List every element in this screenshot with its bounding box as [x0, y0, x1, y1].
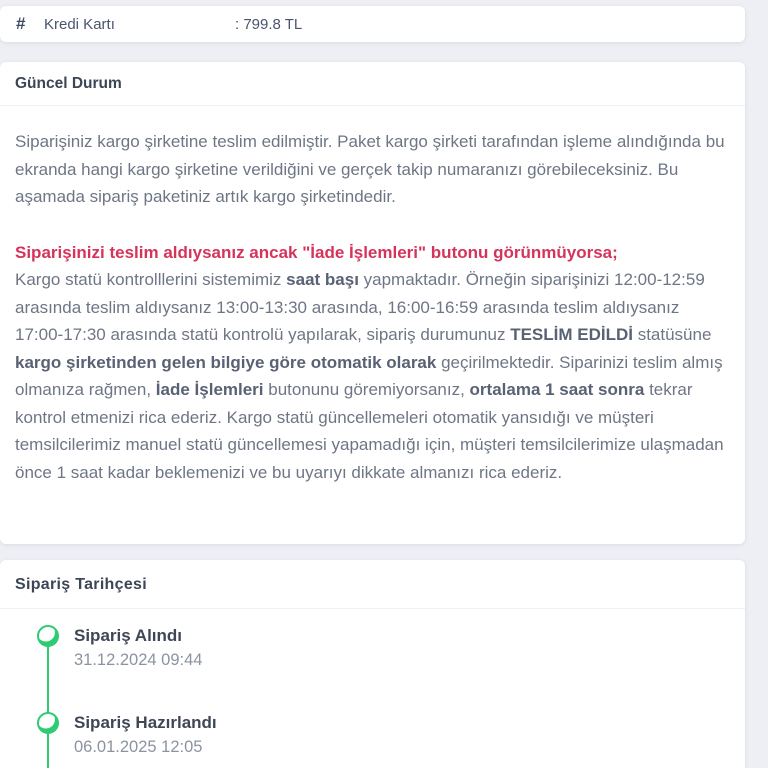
status-text-segment: tekrar kontrol etmenizi rica ederiz. Kargo statü güncellemeleri otomatik yansıdığı ve müşteri temsilcilerimiz manuel statü güncellemesi yapamadığı için, müşteri temsilcilerimize ulaşmadan önce 1 saat kadar beklemenizi ve bu uyarıyı dikkate almanızı rica ederiz. — [15, 380, 724, 482]
current-status-card — [0, 62, 745, 544]
status-text-segment: Kargo statü kontrolllerini sistemimiz — [15, 270, 287, 289]
shipping-info-paragraph: Siparişiniz kargo şirketine teslim edilmiştir. Paket kargo şirketi tarafından işleme alındığında bu ekranda hangi kargo şirketine verildiğini ve gerçek takip numaranızı görebileceksiniz. Bu aşamada sipariş paketiniz artık kargo şirketindedir. — [15, 132, 725, 206]
status-bold-segment: saat başı — [286, 270, 359, 289]
order-history-card — [0, 560, 745, 768]
timeline-event — [15, 625, 730, 671]
status-bold-segment: İade İşlemleri — [155, 380, 264, 399]
order-timeline — [0, 609, 745, 768]
payment-method-row — [0, 6, 745, 42]
timeline-event-title: Sipariş Alındı — [74, 626, 183, 645]
hash-icon: # — [16, 14, 26, 33]
status-text-segment: yapmaktadır. Örneğin siparişinizi 12:00-12:59 arasında teslim aldıysanız 13:00-13:30 arasında, 16:00-16:59 arasında teslim aldıysanız 17:00-17:30 arasında statü kontrolü yapılarak, sipariş durumunuz — [15, 270, 705, 344]
status-detail-paragraph — [15, 266, 727, 486]
payment-method-label: Kredi Kartı — [44, 15, 115, 33]
status-bold-segment: TESLİM EDİLDİ — [510, 325, 633, 344]
status-bold-segment: kargo şirketinden gelen bilgiye göre otomatik olarak — [15, 352, 437, 372]
order-history-title: Sipariş Tarihçesi — [0, 560, 745, 609]
timeline-event-text — [74, 712, 217, 758]
timeline-event-title: Sipariş Hazırlandı — [74, 713, 217, 732]
timeline-status-dot-icon — [37, 712, 59, 734]
timeline-event-date: 06.01.2025 12:05 — [74, 738, 203, 756]
return-warning-heading: Siparişinizi teslim aldıysanız ancak "İade İşlemleri" butonu görünmüyorsa; — [15, 242, 618, 262]
timeline-event-date: 31.12.2024 09:44 — [74, 651, 203, 669]
status-text-segment: statüsüne — [632, 325, 712, 344]
status-bold-segment: ortalama 1 saat sonra — [469, 380, 645, 399]
payment-amount: : 799.8 TL — [235, 15, 303, 33]
timeline-event — [15, 712, 730, 758]
status-text-segment: geçirilmektedir. Siparinizi teslim almış olmanıza rağmen, — [15, 352, 723, 399]
timeline-status-dot-icon — [37, 625, 59, 647]
current-status-title: Güncel Durum — [0, 62, 745, 106]
current-status-body — [0, 106, 745, 486]
status-text-segment: butonunu göremiyorsanız, — [263, 380, 470, 399]
timeline-event-text — [74, 625, 202, 671]
